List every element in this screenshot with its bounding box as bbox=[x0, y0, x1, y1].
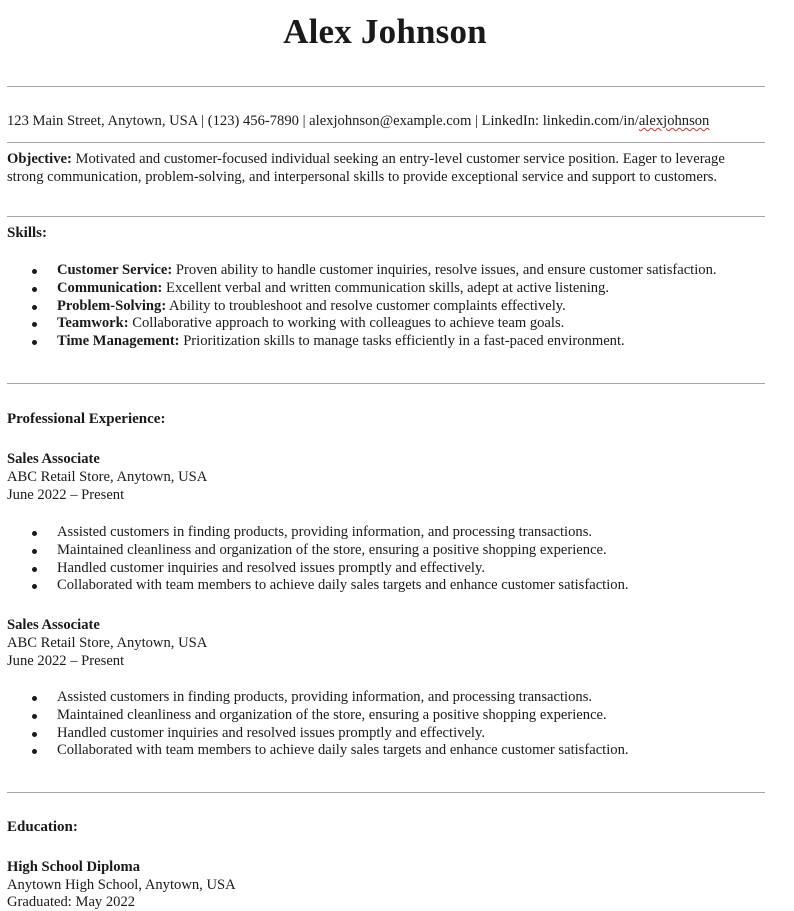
contact-linkedin-handle: alexjohnson bbox=[638, 113, 710, 129]
divider bbox=[7, 792, 765, 793]
divider bbox=[7, 383, 765, 384]
skill-item: Problem-Solving: Ability to troubleshoot and resolve customer complaints effectively. bbox=[0, 298, 717, 316]
education-school: Anytown High School, Anytown, USA bbox=[7, 877, 236, 893]
duty-item: Collaborated with team members to achieve daily sales targets and enhance customer satisfaction. bbox=[0, 742, 629, 760]
objective-label: Objective: bbox=[7, 151, 72, 167]
skills-list bbox=[0, 262, 717, 351]
divider bbox=[7, 142, 765, 143]
job-duties-list bbox=[0, 524, 629, 595]
skill-item: Customer Service: Proven ability to handle customer inquiries, resolve issues, and ensure customer satisfaction. bbox=[0, 262, 717, 280]
skill-item: Communication: Excellent verbal and written communication skills, adept at active listening. bbox=[0, 280, 717, 298]
skill-item: Time Management: Prioritization skills to manage tasks efficiently in a fast-paced environment. bbox=[0, 333, 717, 351]
objective-paragraph bbox=[7, 150, 757, 186]
skills-heading: Skills: bbox=[7, 225, 48, 241]
duty-item: Handled customer inquiries and resolved issues promptly and effectively. bbox=[0, 560, 629, 578]
divider bbox=[7, 216, 765, 217]
job-title: Sales Associate bbox=[7, 451, 100, 467]
contact-line bbox=[7, 112, 709, 130]
duty-item: Assisted customers in finding products, providing information, and processing transactions. bbox=[0, 524, 629, 542]
duty-item: Maintained cleanliness and organization of the store, ensuring a positive shopping experience. bbox=[0, 542, 629, 560]
divider bbox=[7, 86, 765, 87]
skill-item: Teamwork: Collaborative approach to working with colleagues to achieve team goals. bbox=[0, 315, 717, 333]
duty-item: Assisted customers in finding products, providing information, and processing transactions. bbox=[0, 689, 629, 707]
education-degree: High School Diploma bbox=[7, 859, 140, 875]
job-title: Sales Associate bbox=[7, 617, 100, 633]
duty-item: Maintained cleanliness and organization of the store, ensuring a positive shopping experience. bbox=[0, 707, 629, 725]
resume-name: Alex Johnson bbox=[283, 12, 487, 51]
duty-item: Handled customer inquiries and resolved issues promptly and effectively. bbox=[0, 725, 629, 743]
job-company: ABC Retail Store, Anytown, USA bbox=[7, 635, 208, 651]
experience-heading: Professional Experience: bbox=[7, 411, 166, 427]
job-dates: June 2022 – Present bbox=[7, 487, 125, 503]
contact-text: 123 Main Street, Anytown, USA | (123) 456-7890 | alexjohnson@example.com | LinkedIn: linkedin.com/in/ bbox=[7, 113, 639, 129]
duty-item: Collaborated with team members to achieve daily sales targets and enhance customer satisfaction. bbox=[0, 577, 629, 595]
job-company: ABC Retail Store, Anytown, USA bbox=[7, 469, 208, 485]
job-dates: June 2022 – Present bbox=[7, 653, 125, 669]
job-duties-list bbox=[0, 689, 629, 760]
education-graduated: Graduated: May 2022 bbox=[7, 894, 136, 910]
objective-text: Motivated and customer-focused individual seeking an entry-level customer service position. Eager to leverage strong communication, problem-solving, and interpersonal skills to provide exceptional service and support to customers. bbox=[7, 151, 725, 185]
education-heading: Education: bbox=[7, 819, 78, 835]
